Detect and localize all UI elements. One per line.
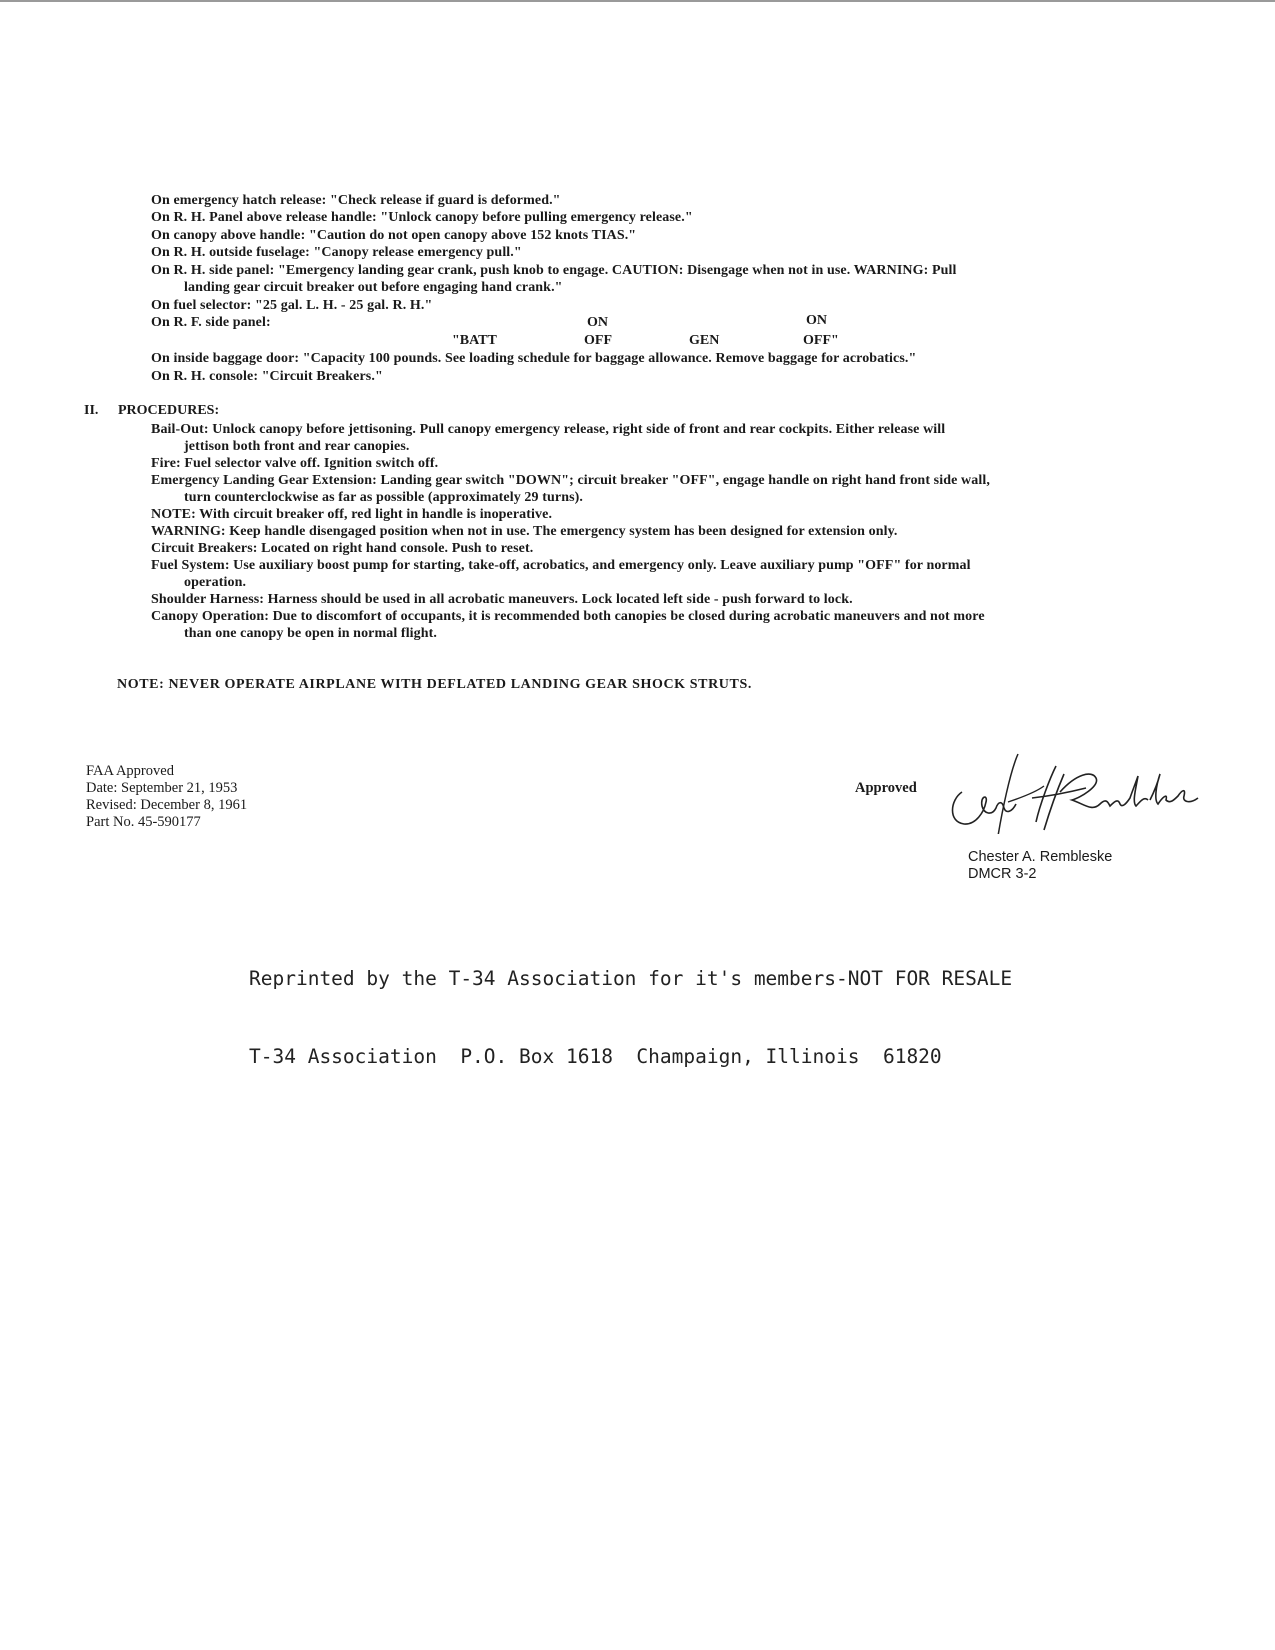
procedure-shoulder-harness: Shoulder Harness: Harness should be used in all acrobatic maneuvers. Lock located left side - push forward to lock.	[151, 592, 853, 607]
placard-rh-fuselage: On R. H. outside fuselage: "Canopy release emergency pull."	[151, 245, 522, 260]
placard-rf-side-panel: On R. F. side panel:	[151, 315, 271, 330]
approved-label: Approved	[855, 780, 917, 796]
procedure-canopy-operation-cont: than one canopy be open in normal flight.	[184, 626, 438, 641]
placard-baggage-door: On inside baggage door: "Capacity 100 pounds. See loading schedule for baggage allowance. Remove baggage for acrobatics."	[151, 351, 917, 366]
switch-gen-label: GEN	[689, 333, 720, 348]
placard-rh-console: On R. H. console: "Circuit Breakers."	[151, 369, 383, 384]
approval-date: Date: September 21, 1953	[86, 780, 238, 796]
note-shock-struts: NOTE: NEVER OPERATE AIRPLANE WITH DEFLATED LANDING GEAR SHOCK STRUTS.	[117, 677, 752, 692]
procedure-fire: Fire: Fuel selector valve off. Ignition switch off.	[151, 456, 439, 471]
faa-approved: FAA Approved	[86, 763, 174, 779]
placard-rh-side-panel: On R. H. side panel: "Emergency landing gear crank, push knob to engage. CAUTION: Disengage when not in use. WARNING: Pull	[151, 263, 957, 278]
procedure-fuel-system: Fuel System: Use auxiliary boost pump for starting, take-off, acrobatics, and emergency only. Leave auxiliary pump "OFF" for normal	[151, 558, 971, 573]
procedure-note-circuit-breaker: NOTE: With circuit breaker off, red light in handle is inoperative.	[151, 507, 553, 522]
procedure-canopy-operation: Canopy Operation: Due to discomfort of occupants, it is recommended both canopies be closed during acrobatic maneuvers and not more	[151, 609, 985, 624]
section-number: II.	[84, 403, 99, 418]
procedure-emergency-gear-cont: turn counterclockwise as far as possible (approximately 29 turns).	[184, 490, 583, 505]
switch-off-label-1: OFF	[584, 333, 612, 348]
signature-image	[940, 752, 1210, 834]
top-border-rule	[0, 0, 1275, 2]
placard-fuel-selector: On fuel selector: "25 gal. L. H. - 25 gal. R. H."	[151, 298, 433, 313]
revised-date: Revised: December 8, 1961	[86, 797, 248, 813]
section-heading: PROCEDURES:	[118, 403, 220, 418]
placard-canopy-handle: On canopy above handle: "Caution do not open canopy above 152 knots TIAS."	[151, 228, 637, 243]
approval-block	[86, 763, 247, 831]
signer-block	[968, 849, 1112, 883]
reprint-line-2: T-34 Association P.O. Box 1618 Champaign, Illinois 61820	[249, 1045, 942, 1068]
placard-emergency-hatch: On emergency hatch release: "Check release if guard is deformed."	[151, 193, 561, 208]
procedure-bail-out-cont: jettison both front and rear canopies.	[184, 439, 410, 454]
procedure-fuel-system-cont: operation.	[184, 575, 247, 590]
reprint-notice	[249, 914, 1012, 1096]
procedure-warning-handle: WARNING: Keep handle disengaged position when not in use. The emergency system has been designed for extension only.	[151, 524, 898, 539]
placard-rh-panel: On R. H. Panel above release handle: "Unlock canopy before pulling emergency release."	[151, 210, 693, 225]
placard-rh-side-panel-cont: landing gear circuit breaker out before engaging hand crank."	[184, 280, 563, 295]
procedure-circuit-breakers: Circuit Breakers: Located on right hand console. Push to reset.	[151, 541, 534, 556]
switch-on-label-1: ON	[587, 315, 608, 330]
procedure-emergency-gear: Emergency Landing Gear Extension: Landing gear switch "DOWN"; circuit breaker "OFF", engage handle on right hand front side wall,	[151, 473, 990, 488]
switch-off-label-2: OFF"	[803, 333, 839, 348]
signer-title: DMCR 3-2	[968, 866, 1037, 882]
reprint-line-1: Reprinted by the T-34 Association for it's members-NOT FOR RESALE	[249, 967, 1013, 990]
switch-batt-label: "BATT	[452, 333, 497, 348]
part-number: Part No. 45-590177	[86, 814, 201, 830]
procedure-bail-out: Bail-Out: Unlock canopy before jettisoning. Pull canopy emergency release, right side of front and rear cockpits. Either release will	[151, 422, 946, 437]
signer-name: Chester A. Rembleske	[968, 849, 1113, 865]
switch-on-label-2: ON	[806, 313, 827, 328]
